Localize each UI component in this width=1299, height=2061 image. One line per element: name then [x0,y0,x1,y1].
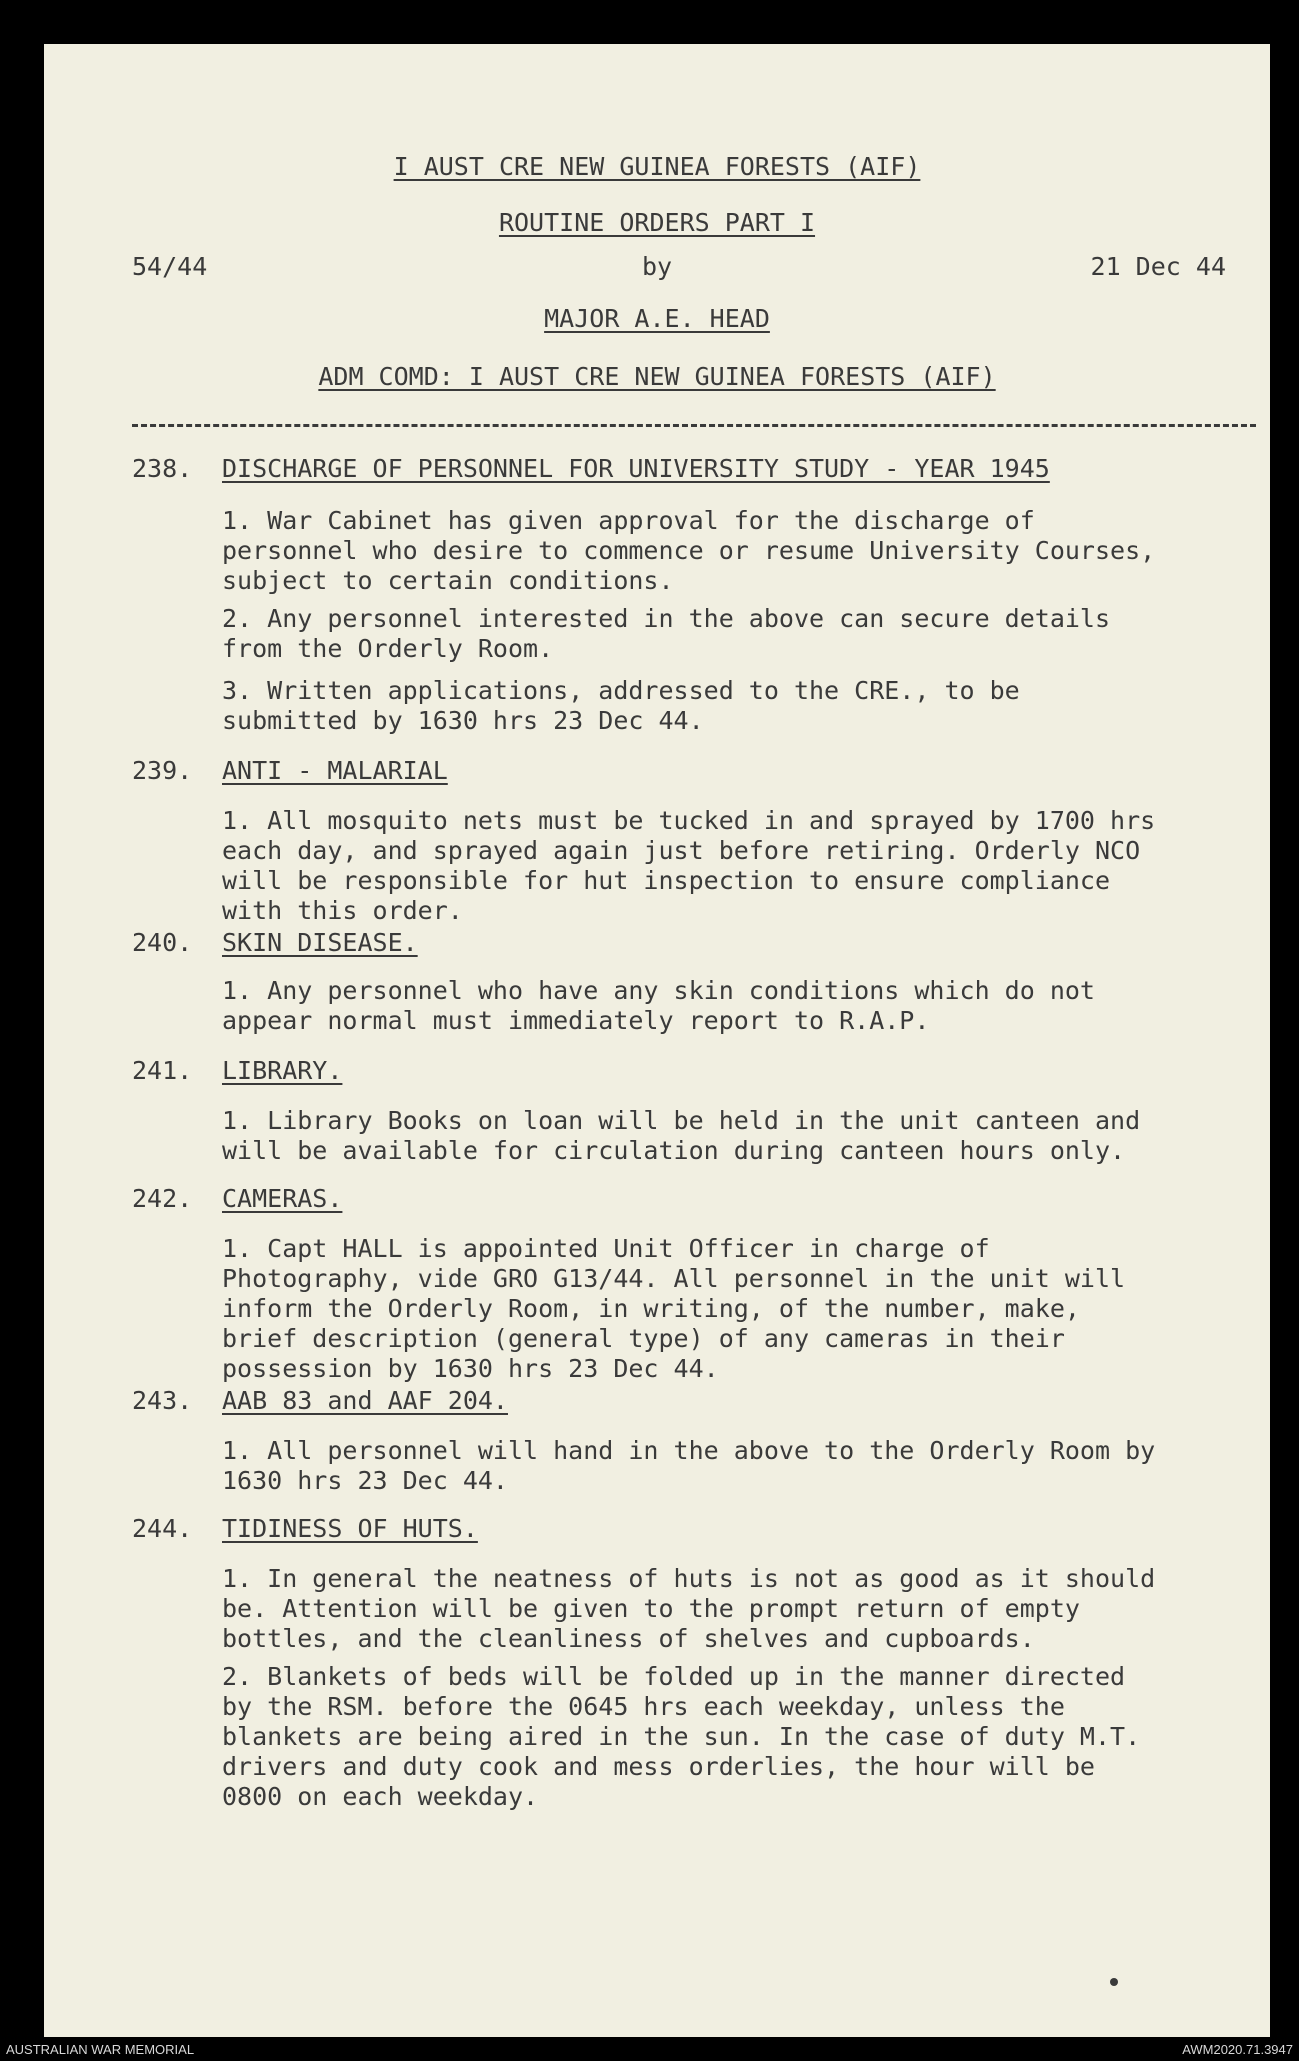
document-page [44,44,1270,2037]
order-241-para-1: 1. Library Books on loan will be held in the unit canteen and will be available for circulation during canteen hours only. [222,1106,1141,1165]
order-number-244: 244. [132,1514,193,1543]
order-244-para-1: 1. In general the neatness of huts is not as good as it should be. Attention will be given to the prompt return of empty bottles, and the cleanliness of shelves and cupboards. [222,1564,1156,1653]
order-239-para-1: 1. All mosquito nets must be tucked in and sprayed by 1700 hrs each day, and sprayed again just before retiring. Orderly NCO will be responsible for hut inspection to ensure compliance with this order. [222,806,1156,925]
order-238-para-3: 3. Written applications, addressed to the CRE., to be submitted by 1630 hrs 23 Dec 44. [222,676,1020,735]
command-heading: ADM COMD: I AUST CRE NEW GUINEA FORESTS (AIF) [318,362,996,391]
order-date: 21 Dec 44 [1090,252,1226,281]
ink-dot [1110,1978,1118,1986]
officer-name: MAJOR A.E. HEAD [544,304,770,333]
unit-heading: I AUST CRE NEW GUINEA FORESTS (AIF) [393,152,921,181]
order-238-para-2: 2. Any personnel interested in the above can secure details from the Orderly Room. [222,604,1111,663]
order-242-para-1: 1. Capt HALL is appointed Unit Officer in charge of Photography, vide GRO G13/44. All personnel in the unit will inform the Orderly Room, in writing, of the number, make, brief description (general type) of any cameras in their possession by 1630 hrs 23 Dec 44. [222,1234,1126,1383]
order-title-241: LIBRARY. [222,1056,343,1085]
order-number: 54/44 [132,252,208,281]
order-number-242: 242. [132,1184,193,1213]
archive-reference: AWM2020.71.3947 [1182,2042,1293,2057]
order-number-239: 239. [132,756,193,785]
order-238-para-1: 1. War Cabinet has given approval for the discharge of personnel who desire to commence or resume University Courses, subject to certain conditions. [222,506,1156,595]
order-244-para-2: 2. Blankets of beds will be folded up in the manner directed by the RSM. before the 0645 hrs each weekday, unless the blankets are being aired in the sun. In the case of duty M.T. drivers and duty cook and mess orderlies, the hour will be 0800 on each weekday. [222,1662,1141,1811]
order-title-243: AAB 83 and AAF 204. [222,1386,508,1415]
order-240-para-1: 1. Any personnel who have any skin conditions which do not appear normal must immediately report to R.A.P. [222,976,1095,1035]
order-number-241: 241. [132,1056,193,1085]
archive-credit: AUSTRALIAN WAR MEMORIAL [6,2042,195,2057]
order-number-240: 240. [132,928,193,957]
order-title-242: CAMERAS. [222,1184,343,1213]
header-divider [132,424,1256,427]
order-title-244: TIDINESS OF HUTS. [222,1514,478,1543]
order-title-240: SKIN DISEASE. [222,928,418,957]
order-title-238: DISCHARGE OF PERSONNEL FOR UNIVERSITY STUDY - YEAR 1945 [222,454,1050,483]
by-label: by [641,252,673,281]
order-number-243: 243. [132,1386,193,1415]
routine-orders-title: ROUTINE ORDERS PART I [498,208,816,237]
order-number-238: 238. [132,454,193,483]
order-243-para-1: 1. All personnel will hand in the above to the Orderly Room by 1630 hrs 23 Dec 44. [222,1436,1156,1495]
order-title-239: ANTI - MALARIAL [222,756,448,785]
